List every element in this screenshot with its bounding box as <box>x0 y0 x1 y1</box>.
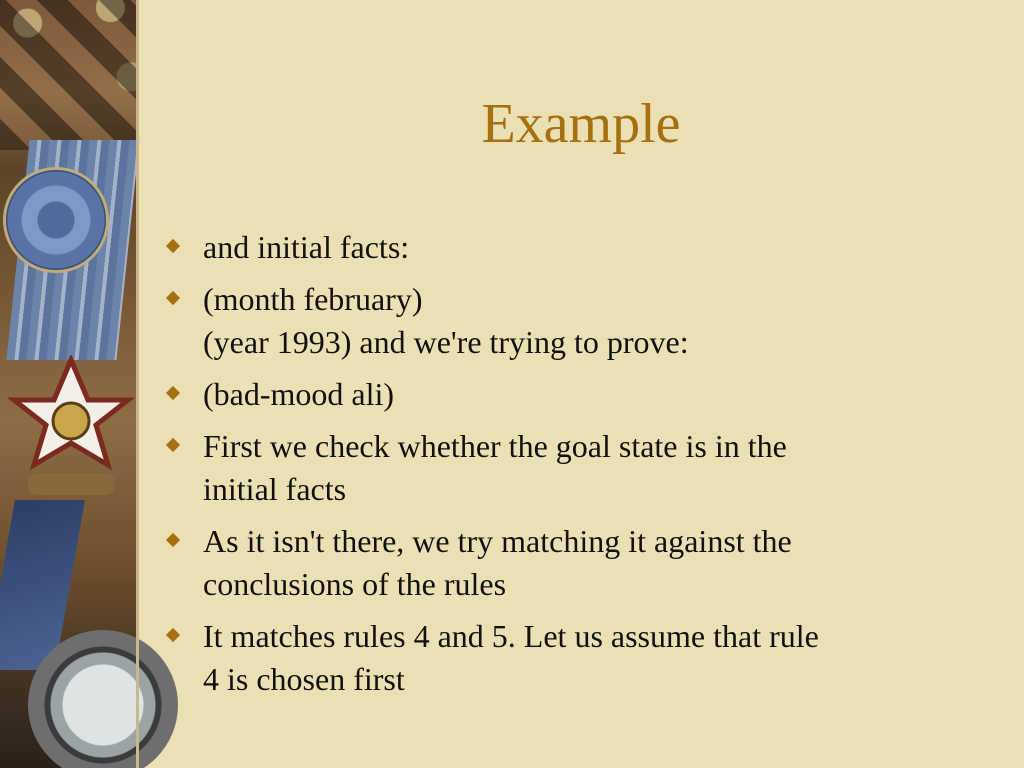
bullet-text: As it isn't there, we try matching it against the <box>203 523 792 559</box>
bullet-text: and initial facts: <box>203 229 410 265</box>
compass-icon <box>28 630 178 768</box>
medal-rosette-icon <box>6 170 106 270</box>
bullet-item <box>166 226 986 269</box>
bullet-item <box>166 520 986 606</box>
bullet-text: conclusions of the rules <box>203 566 507 602</box>
bullet-text: (month february) <box>203 281 423 317</box>
diamond-bullet-icon <box>166 386 180 400</box>
bullet-list <box>166 226 986 710</box>
diamond-bullet-icon <box>166 291 180 305</box>
diamond-bullet-icon <box>166 239 180 253</box>
bullet-text: (year 1993) and we're trying to prove: <box>203 324 689 360</box>
bullet-text: (bad-mood ali) <box>203 376 395 412</box>
bullet-item <box>166 278 986 364</box>
bullet-item <box>166 615 986 701</box>
bullet-item <box>166 425 986 511</box>
diamond-bullet-icon <box>166 628 180 642</box>
bullet-item <box>166 373 986 416</box>
decorative-photo-strip <box>0 0 138 768</box>
slide-title: Example <box>481 93 681 155</box>
diamond-bullet-icon <box>166 533 180 547</box>
diamond-bullet-icon <box>166 438 180 452</box>
bullet-text: initial facts <box>203 471 347 507</box>
bullet-text: It matches rules 4 and 5. Let us assume that rule <box>203 618 819 654</box>
checkered-background <box>0 0 138 150</box>
bullet-text: 4 is chosen first <box>203 661 405 697</box>
bullet-text: First we check whether the goal state is in the <box>203 428 787 464</box>
medal-cross-icon <box>8 355 134 505</box>
